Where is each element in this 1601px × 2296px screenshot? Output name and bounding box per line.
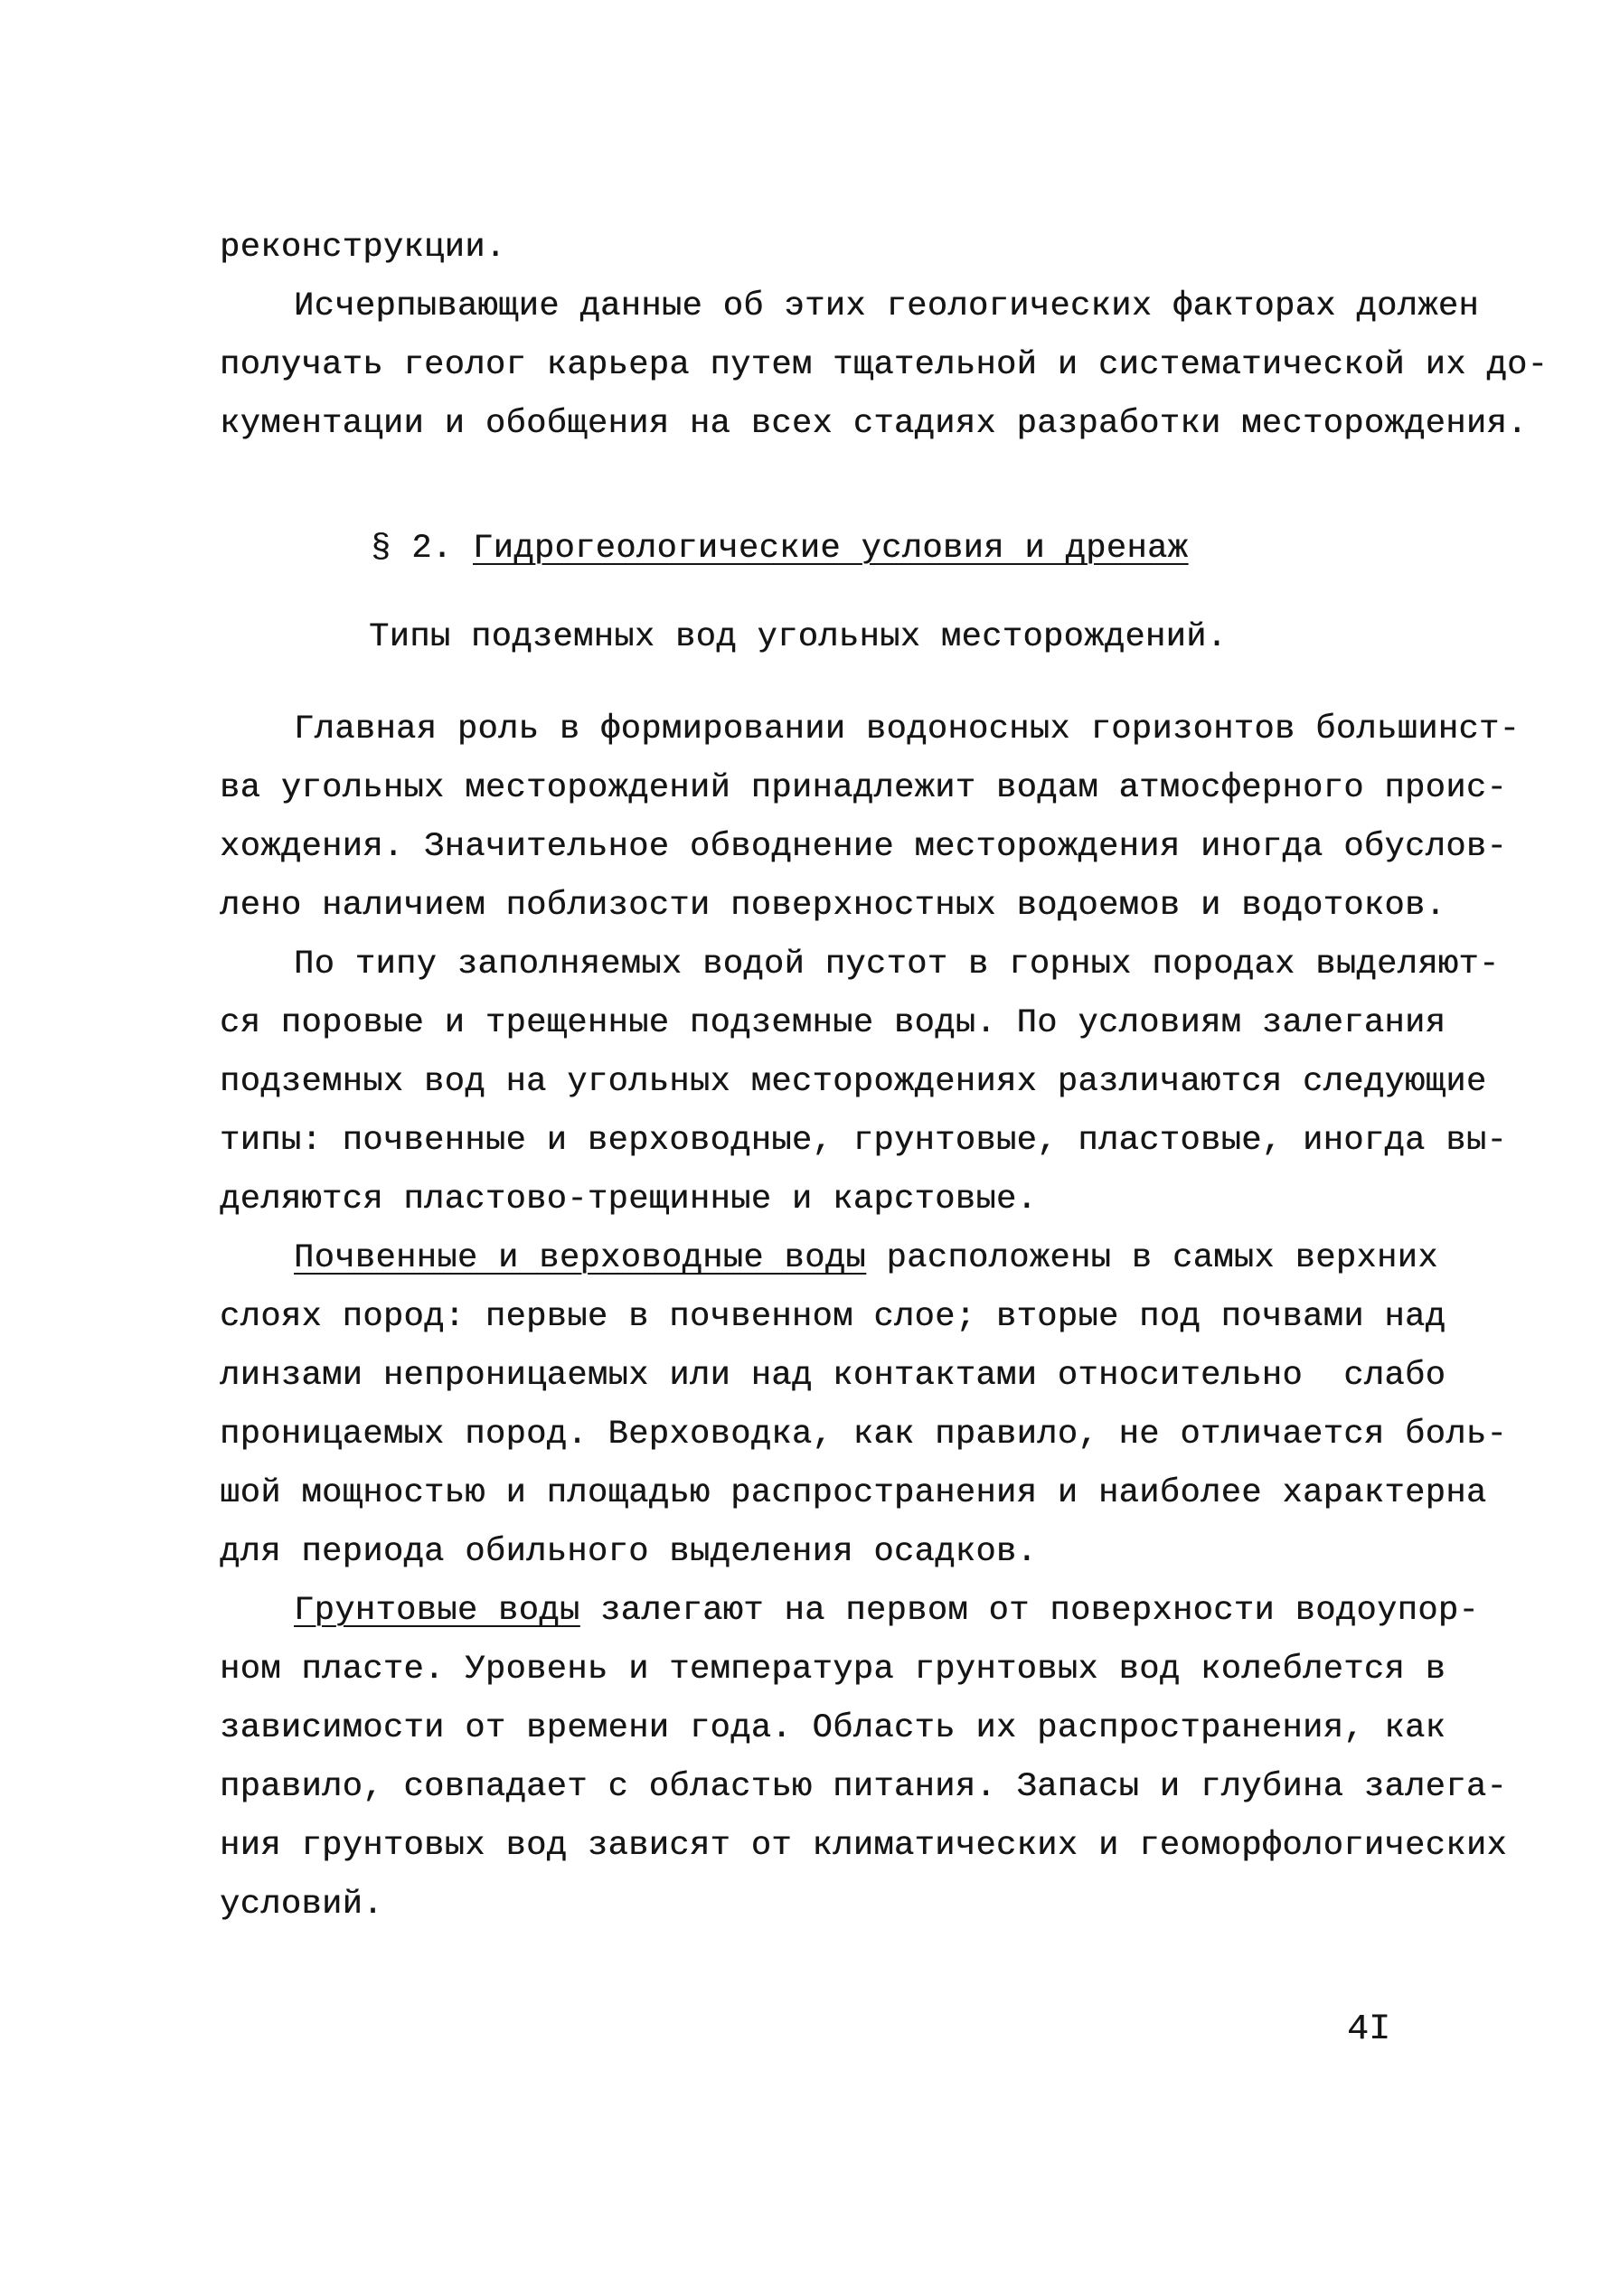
text-line: лено наличием поблизости поверхностных водоемов и водотоков.	[220, 887, 1446, 925]
text-fragment: залегают на первом от поверхности водоупор-	[579, 1592, 1480, 1630]
text-line: Главная роль в формировании водоносных горизонтов большинст-	[294, 710, 1521, 748]
text-line: подземных вод на угольных месторождениях различаются следующие	[220, 1063, 1487, 1101]
text-line: По типу заполняемых водой пустот в горных породах выделяют-	[294, 946, 1500, 983]
text-line	[294, 1238, 1438, 1278]
text-line	[294, 1591, 1479, 1631]
text-line: слоях пород: первые в почвенном слое; вторые под почвами над	[220, 1298, 1446, 1336]
text-line: условий.	[220, 1886, 383, 1924]
text-line: для периода обильного выделения осадков.	[220, 1533, 1038, 1571]
text-line: деляются пластово-трещинные и карстовые.	[220, 1181, 1038, 1219]
text-line: ния грунтовых вод зависят от климатических и геоморфологических	[220, 1827, 1508, 1865]
text-line: реконструкции.	[220, 229, 506, 267]
section-heading	[371, 529, 1188, 569]
section-title: Гидрогеологические условия и дренаж	[473, 530, 1189, 568]
text-line: ном пласте. Уровень и температура грунтовых вод колеблется в	[220, 1651, 1446, 1689]
text-line: шой мощностью и площадью распространения и наиболее характерна	[220, 1474, 1487, 1512]
section-marker: § 2.	[371, 530, 474, 568]
text-line: типы: почвенные и верховодные, грунтовые, пластовые, иногда вы-	[220, 1122, 1508, 1160]
text-line: получать геолог карьера путем тщательной и систематической их до-	[220, 346, 1549, 384]
text-line: правило, совпадает с областью питания. Запасы и глубина залега-	[220, 1768, 1508, 1806]
term-soil-water: Почвенные и верховодные воды	[294, 1239, 866, 1277]
text-line: линзами непроницаемых или над контактами относительно слабо	[220, 1357, 1446, 1395]
section-subtitle: Типы подземных вод угольных месторождений.	[369, 618, 1228, 656]
text-line: Исчерпывающие данные об этих геологических факторах должен	[294, 287, 1480, 325]
text-fragment: расположены в самых верхних	[865, 1239, 1438, 1277]
text-line: проницаемых пород. Верховодка, как правило, не отличается боль-	[220, 1416, 1508, 1454]
page-number: 4I	[1347, 2009, 1391, 2050]
text-line: ся поровые и трещенные подземные воды. По условиям залегания	[220, 1004, 1446, 1042]
text-line: хождения. Значительное обводнение месторождения иногда обуслов-	[220, 828, 1508, 866]
term-ground-water: Грунтовые воды	[294, 1592, 580, 1630]
text-line: ва угольных месторождений принадлежит водам атмосферного проис-	[220, 769, 1508, 807]
text-line: зависимости от времени года. Область их распространения, как	[220, 1709, 1446, 1747]
text-line: кументации и обобщения на всех стадиях разработки месторождения.	[220, 405, 1528, 443]
